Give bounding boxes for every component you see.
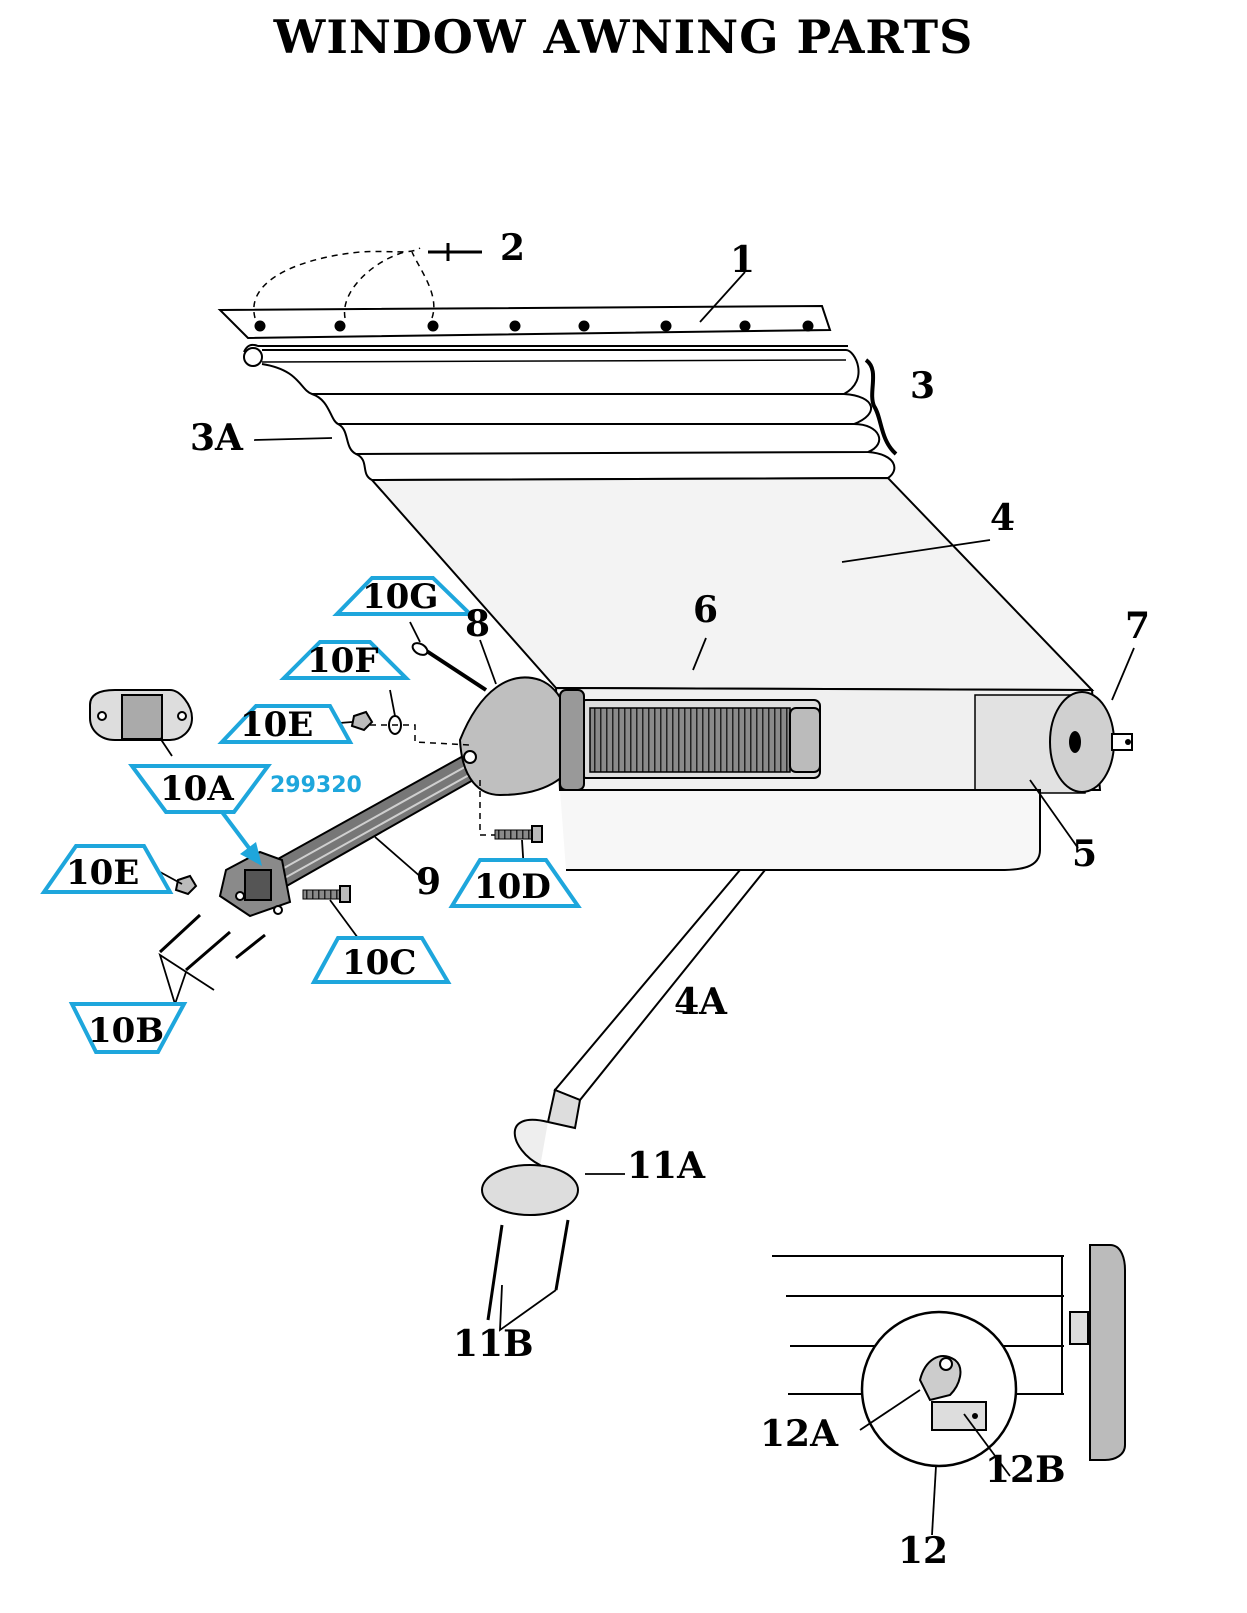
callout-4: 4 (990, 497, 1016, 539)
part-number: 299320 (270, 773, 362, 798)
callout-8: 8 (465, 603, 491, 645)
callout-10g: 10G (362, 577, 439, 617)
callout-6: 6 (693, 589, 719, 631)
roller-tube (556, 688, 1132, 870)
callout-12: 12 (898, 1530, 949, 1572)
callout-2: 2 (500, 227, 526, 269)
callout-12b: 12B (985, 1449, 1066, 1491)
awning-rail (220, 306, 848, 366)
awning-fabric (372, 478, 1092, 690)
callout-10f: 10F (307, 641, 379, 681)
callout-3a: 3A (190, 417, 243, 459)
callout-1: 1 (730, 239, 756, 281)
highlight-arrow (222, 812, 262, 866)
callout-10b: 10B (88, 1011, 165, 1051)
callout-9: 9 (416, 861, 442, 903)
callout-10c: 10C (342, 943, 417, 983)
highlighted-callout-labels (66, 577, 551, 1051)
callout-10d: 10D (474, 867, 551, 907)
valance (262, 350, 896, 480)
callout-11a: 11A (627, 1145, 706, 1187)
callout-3: 3 (910, 365, 936, 407)
callout-5: 5 (1072, 833, 1098, 875)
page-title: WINDOW AWNING PARTS (273, 10, 974, 64)
screw-part (254, 243, 482, 318)
bracket-10a-top (90, 690, 192, 740)
callout-11b: 11B (453, 1323, 534, 1365)
callout-10e-upper: 10E (240, 705, 314, 745)
callout-12a: 12A (760, 1413, 839, 1455)
support-pole (482, 870, 765, 1320)
callout-7: 7 (1125, 605, 1151, 647)
callout-4a: 4A (674, 981, 727, 1023)
callout-10a: 10A (160, 769, 234, 809)
callout-10e-lower: 10E (66, 853, 140, 893)
